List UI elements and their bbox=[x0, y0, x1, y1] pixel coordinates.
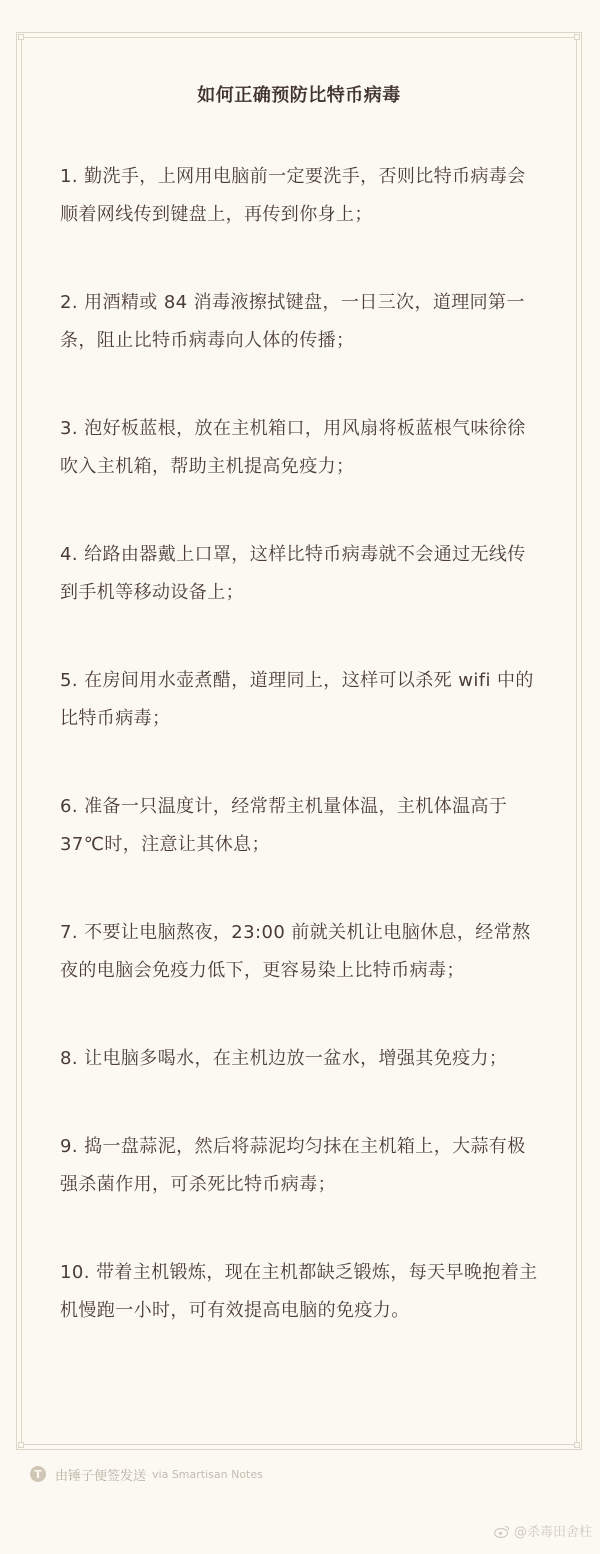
corner-ornament bbox=[18, 34, 24, 40]
corner-ornament bbox=[18, 1442, 24, 1448]
watermark-text: @杀毒田舍柱 bbox=[513, 1525, 592, 1540]
footer-via-text: via Smartisan Notes bbox=[152, 1467, 263, 1481]
note-item-1: 1. 勤洗手，上网用电脑前一定要洗手，否则比特币病毒会顺着网线传到键盘上，再传到你身上； bbox=[60, 166, 526, 225]
note-item-10: 10. 带着主机锻炼，现在主机都缺乏锻炼，每天早晚抱着主机慢跑一小时，可有效提高电脑的免疫力。 bbox=[60, 1262, 538, 1321]
note-item-6: 6. 准备一只温度计，经常帮主机量体温，主机体温高于 37℃时，注意让其休息； bbox=[60, 796, 508, 855]
note-item-7: 7. 不要让电脑熬夜，23:00 前就关机让电脑休息，经常熬夜的电脑会免疫力低下，更容易染上比特币病毒； bbox=[60, 922, 531, 981]
footer-signature bbox=[30, 1463, 263, 1485]
footer-app-text: 由锤子便签发送 bbox=[55, 1468, 147, 1484]
note-item-5: 5. 在房间用水壶煮醋，道理同上，这样可以杀死 wifi 中的比特币病毒； bbox=[60, 670, 534, 729]
note-card bbox=[16, 32, 582, 1450]
note-item-3: 3. 泡好板蓝根，放在主机箱口，用风扇将板蓝根气味徐徐吹入主机箱，帮助主机提高免疫力； bbox=[60, 418, 526, 477]
corner-ornament bbox=[574, 34, 580, 40]
note-item-4: 4. 给路由器戴上口罩，这样比特币病毒就不会通过无线传到手机等移动设备上； bbox=[60, 544, 526, 603]
note-inner-border bbox=[21, 37, 577, 1445]
note-title: 如何正确预防比特币病毒 bbox=[197, 85, 401, 106]
corner-ornament bbox=[574, 1442, 580, 1448]
note-item-8: 8. 让电脑多喝水，在主机边放一盆水，增强其免疫力； bbox=[60, 1048, 508, 1069]
weibo-watermark bbox=[494, 1521, 592, 1540]
smartisan-logo-icon: T bbox=[30, 1466, 46, 1482]
note-item-9: 9. 捣一盘蒜泥，然后将蒜泥均匀抹在主机箱上，大蒜有极强杀菌作用，可杀死比特币病毒； bbox=[60, 1136, 526, 1195]
note-body bbox=[60, 158, 542, 1380]
weibo-icon bbox=[494, 1524, 510, 1538]
note-item-2: 2. 用酒精或 84 消毒液擦拭键盘，一日三次，道理同第一条，阻止比特币病毒向人体的传播； bbox=[60, 292, 525, 351]
